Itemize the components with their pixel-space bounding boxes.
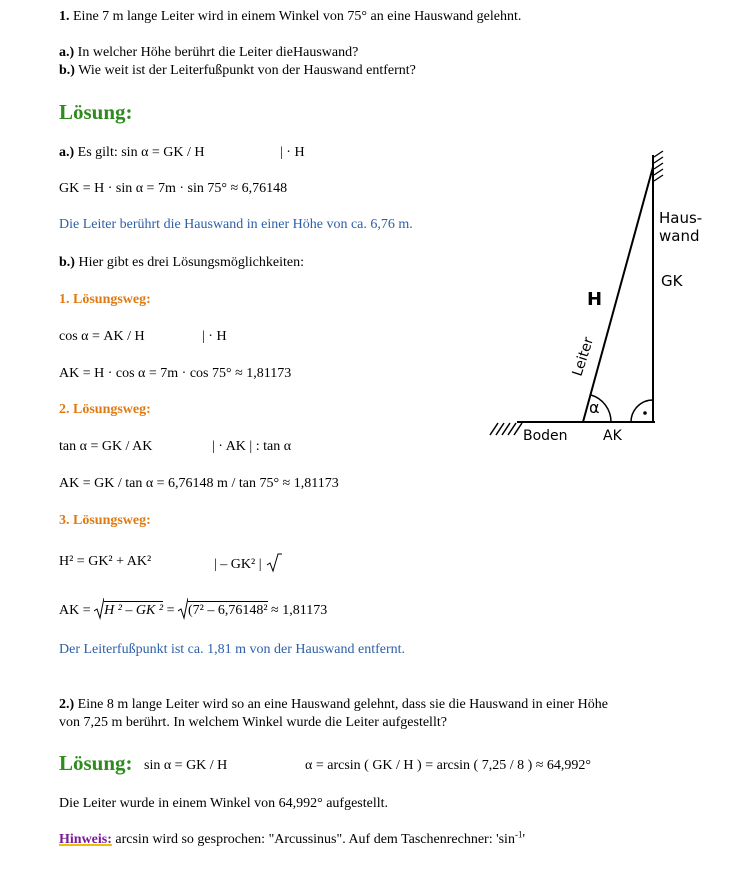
- way3-heading: 3. Lösungsweg:: [59, 513, 151, 528]
- sqrt-expression-1: H ² – GK ²: [94, 598, 163, 620]
- wall-hatch: [654, 151, 663, 181]
- hint-label: Hinweis:: [59, 832, 112, 847]
- task2-equation-2: α = arcsin ( GK / H ) = arcsin ( 7,25 / 8 ) ≈ 64,992°: [305, 758, 592, 773]
- task2-equation-1: sin α = GK / H: [144, 758, 228, 773]
- way1-equation: cos α = AK / H: [59, 329, 145, 344]
- ground-hatch: [490, 423, 522, 435]
- solution-heading-2: Lösung:: [59, 751, 133, 775]
- way2-operation: | · AK | : tan α: [212, 439, 292, 454]
- right-angle-dot: [643, 411, 647, 415]
- sqrt-expression-2: (7² – 6,76148²: [178, 598, 268, 620]
- part-a-calculation: GK = H · sin α = 7m · sin 75° ≈ 6,76148: [59, 181, 288, 196]
- task2-text-line1: 2.) Eine 8 m lange Leiter wird so an eine Hauswand gelehnt, dass sie die Hauswand in einer Höhe: [59, 697, 608, 712]
- task1-number: 1.: [59, 9, 70, 24]
- task2-number: 2.): [59, 697, 75, 712]
- label-ak: AK: [603, 428, 622, 444]
- label-leiter: Leiter: [569, 335, 598, 379]
- question-b: b.) Wie weit ist der Leiterfußpunkt von der Hauswand entfernt?: [59, 63, 416, 78]
- part-a-answer: Die Leiter berührt die Hauswand in einer Höhe von ca. 6,76 m.: [59, 217, 413, 232]
- label-gk: GK: [661, 272, 683, 290]
- way1-heading: 1. Lösungsweg:: [59, 292, 151, 307]
- label-wall-2: wand: [659, 227, 700, 245]
- label-wall-1: Haus-: [659, 209, 703, 227]
- part-a-operation: | · H: [280, 145, 305, 160]
- way2-equation: tan α = GK / AK: [59, 439, 153, 454]
- question-a: a.) In welcher Höhe berührt die Leiter dieHauswand?: [59, 45, 359, 60]
- label-alpha: α: [589, 398, 600, 417]
- way3-operation: | – GK² |: [214, 553, 282, 574]
- part-b-intro: b.) Hier gibt es drei Lösungsmöglichkeiten:: [59, 255, 304, 270]
- way3-equation: H² = GK² + AK²: [59, 554, 152, 569]
- sqrt-symbol: [266, 553, 282, 573]
- way3-calculation: AK = H ² – GK ² = (7² – 6,76148² ≈ 1,81173: [59, 598, 327, 620]
- way2-heading: 2. Lösungsweg:: [59, 402, 151, 417]
- task2-answer: Die Leiter wurde in einem Winkel von 64,992° aufgestellt.: [59, 796, 389, 811]
- way1-calculation: AK = H · cos α = 7m · cos 75° ≈ 1,81173: [59, 366, 292, 381]
- task2-text-line2: von 7,25 m berührt. In welchem Winkel wurde die Leiter aufgestellt?: [59, 715, 447, 730]
- hint: Hinweis: arcsin wird so gesprochen: "Arcussinus". Auf dem Taschenrechner: '$\sin^{-1}$': [59, 829, 525, 847]
- right-angle-arc: [631, 400, 653, 422]
- part-a-given: a.) Es gilt: sin α = GK / H: [59, 145, 205, 160]
- label-h: H: [587, 289, 603, 310]
- part-b-answer: Der Leiterfußpunkt ist ca. 1,81 m von der Hauswand entfernt.: [59, 642, 406, 657]
- ladder-diagram: [485, 145, 720, 455]
- task1-intro: 1. Eine 7 m lange Leiter wird in einem Winkel von 75° an eine Hauswand gelehnt.: [59, 9, 522, 24]
- way2-calculation: AK = GK / tan α = 6,76148 m / tan 75° ≈ 1,81173: [59, 476, 339, 491]
- solution-heading-1: Lösung:: [59, 100, 133, 124]
- label-boden: Boden: [523, 428, 568, 444]
- way1-operation: | · H: [202, 329, 227, 344]
